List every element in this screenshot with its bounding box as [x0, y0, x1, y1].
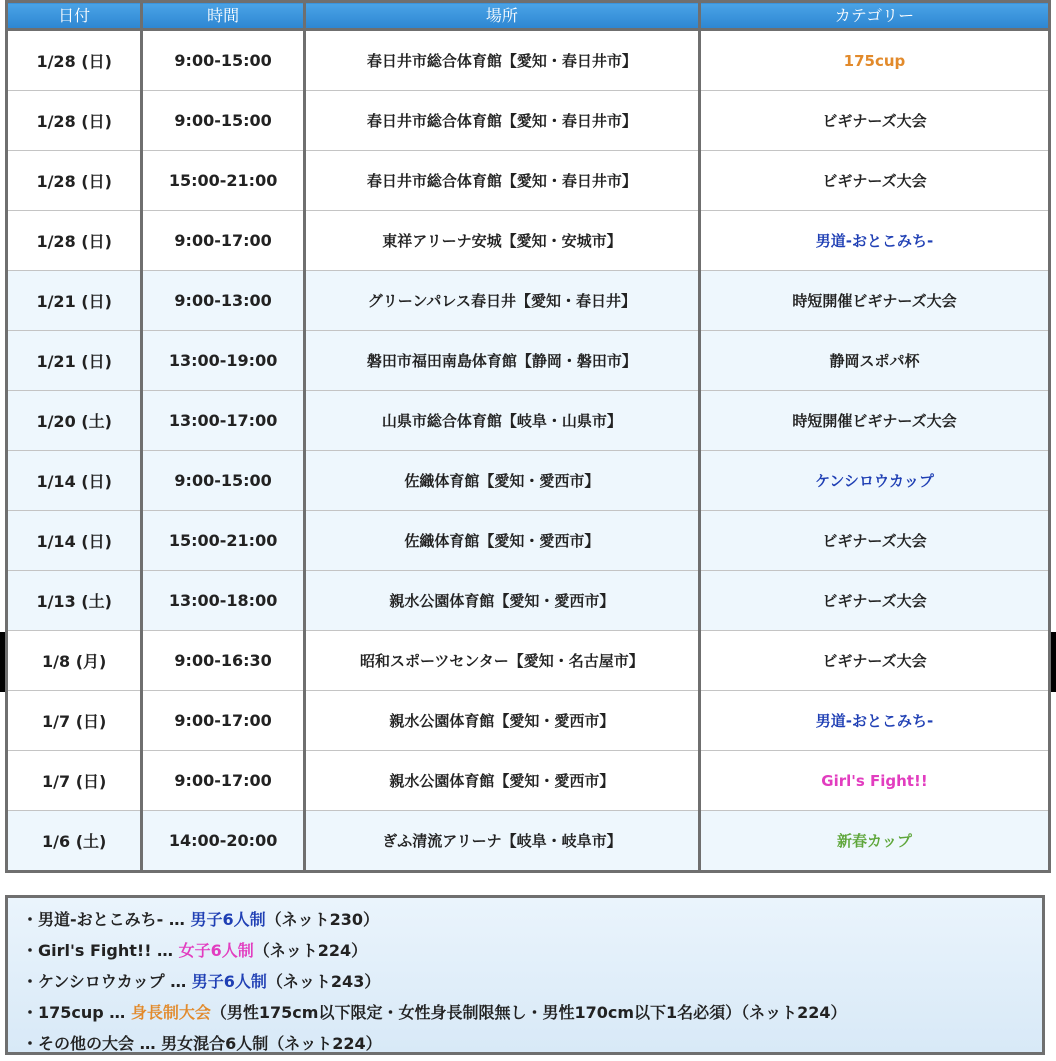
cell-date: 1/28 (日): [7, 211, 142, 271]
left-edge-marker: [0, 632, 5, 692]
table-row: [7, 211, 1050, 271]
cell-venue: 親水公園体育館【愛知・愛西市】: [304, 691, 699, 751]
note-line: [22, 935, 1042, 966]
cell-category: ビギナーズ大会: [699, 91, 1049, 151]
cell-date: 1/21 (日): [7, 271, 142, 331]
cell-date: 1/14 (日): [7, 451, 142, 511]
cell-date: 1/6 (土): [7, 811, 142, 872]
table-row: [7, 151, 1050, 211]
cell-category: ビギナーズ大会: [699, 571, 1049, 631]
cell-category: 175cup: [699, 30, 1049, 91]
cell-time: 9:00-15:00: [142, 91, 304, 151]
cell-time: 9:00-16:30: [142, 631, 304, 691]
cell-time: 9:00-17:00: [142, 751, 304, 811]
note-line: [22, 966, 1042, 997]
table-row: [7, 511, 1050, 571]
cell-date: 1/7 (日): [7, 751, 142, 811]
cell-date: 1/13 (土): [7, 571, 142, 631]
table-row: [7, 691, 1050, 751]
cell-category: ビギナーズ大会: [699, 151, 1049, 211]
header-date: 日付: [7, 2, 142, 30]
note-prefix: ・175cup …: [22, 1003, 131, 1022]
cell-venue: 春日井市総合体育館【愛知・春日井市】: [304, 30, 699, 91]
header-venue: 場所: [304, 2, 699, 30]
cell-date: 1/21 (日): [7, 331, 142, 391]
note-suffix: （ネット230）: [265, 910, 379, 929]
table-row: [7, 91, 1050, 151]
table-row: [7, 391, 1050, 451]
cell-time: 13:00-19:00: [142, 331, 304, 391]
note-line: [22, 1028, 1042, 1059]
note-suffix: （ネット224）: [253, 941, 368, 960]
cell-venue: 佐織体育館【愛知・愛西市】: [304, 511, 699, 571]
table-row: [7, 30, 1050, 91]
cell-time: 9:00-15:00: [142, 30, 304, 91]
schedule-body: [7, 30, 1050, 872]
table-row: [7, 571, 1050, 631]
cell-venue: グリーンパレス春日井【愛知・春日井】: [304, 271, 699, 331]
cell-category: ケンシロウカップ: [699, 451, 1049, 511]
note-highlight: 女子6人制: [178, 941, 254, 960]
cell-date: 1/14 (日): [7, 511, 142, 571]
header-category: カテゴリー: [699, 2, 1049, 30]
cell-venue: 磐田市福田南島体育館【静岡・磐田市】: [304, 331, 699, 391]
cell-time: 9:00-15:00: [142, 451, 304, 511]
note-suffix: （男性175cm以下限定・女性身長制限無し・男性170cm以下1名必須）（ネット224）: [210, 1003, 847, 1022]
cell-category: 男道-おとこみち-: [699, 691, 1049, 751]
cell-date: 1/7 (日): [7, 691, 142, 751]
cell-time: 13:00-17:00: [142, 391, 304, 451]
table-row: [7, 331, 1050, 391]
cell-time: 9:00-17:00: [142, 211, 304, 271]
cell-category: 時短開催ビギナーズ大会: [699, 271, 1049, 331]
cell-venue: 佐織体育館【愛知・愛西市】: [304, 451, 699, 511]
cell-time: 9:00-13:00: [142, 271, 304, 331]
note-suffix: （ネット243）: [266, 972, 381, 991]
cell-venue: 親水公園体育館【愛知・愛西市】: [304, 571, 699, 631]
note-prefix: ・ケンシロウカップ …: [22, 972, 192, 991]
cell-date: 1/20 (土): [7, 391, 142, 451]
cell-date: 1/28 (日): [7, 151, 142, 211]
cell-venue: 山県市総合体育館【岐阜・山県市】: [304, 391, 699, 451]
table-row: [7, 271, 1050, 331]
cell-category: ビギナーズ大会: [699, 511, 1049, 571]
note-prefix: ・Girl's Fight!! …: [22, 941, 179, 960]
header-time: 時間: [142, 2, 304, 30]
table-row: [7, 811, 1050, 872]
notes-box: [5, 895, 1045, 1055]
cell-venue: 東祥アリーナ安城【愛知・安城市】: [304, 211, 699, 271]
note-highlight: 男子6人制: [191, 972, 267, 991]
cell-venue: 親水公園体育館【愛知・愛西市】: [304, 751, 699, 811]
cell-date: 1/28 (日): [7, 91, 142, 151]
cell-venue: 昭和スポーツセンター【愛知・名古屋市】: [304, 631, 699, 691]
note-highlight: 身長制大会: [130, 1003, 211, 1022]
cell-category: 静岡スポパ杯: [699, 331, 1049, 391]
note-highlight: 男子6人制: [190, 910, 266, 929]
cell-category: Girl's Fight!!: [699, 751, 1049, 811]
cell-time: 14:00-20:00: [142, 811, 304, 872]
cell-venue: ぎふ清流アリーナ【岐阜・岐阜市】: [304, 811, 699, 872]
note-prefix: ・その他の大会 … 男女混合6人制（ネット224）: [22, 1034, 382, 1053]
cell-time: 15:00-21:00: [142, 151, 304, 211]
cell-date: 1/28 (日): [7, 30, 142, 91]
notes-list: [22, 904, 1042, 1059]
table-header-row: [7, 2, 1050, 30]
note-line: [22, 997, 1042, 1028]
note-prefix: ・男道-おとこみち- …: [22, 910, 191, 929]
cell-category: 男道-おとこみち-: [699, 211, 1049, 271]
table-row: [7, 751, 1050, 811]
cell-category: ビギナーズ大会: [699, 631, 1049, 691]
cell-category: 新春カップ: [699, 811, 1049, 872]
cell-date: 1/8 (月): [7, 631, 142, 691]
schedule-table: [5, 0, 1051, 873]
cell-venue: 春日井市総合体育館【愛知・春日井市】: [304, 151, 699, 211]
cell-venue: 春日井市総合体育館【愛知・春日井市】: [304, 91, 699, 151]
note-line: [22, 904, 1042, 935]
cell-category: 時短開催ビギナーズ大会: [699, 391, 1049, 451]
table-row: [7, 631, 1050, 691]
table-row: [7, 451, 1050, 511]
cell-time: 9:00-17:00: [142, 691, 304, 751]
right-edge-marker: [1051, 632, 1056, 692]
cell-time: 15:00-21:00: [142, 511, 304, 571]
cell-time: 13:00-18:00: [142, 571, 304, 631]
